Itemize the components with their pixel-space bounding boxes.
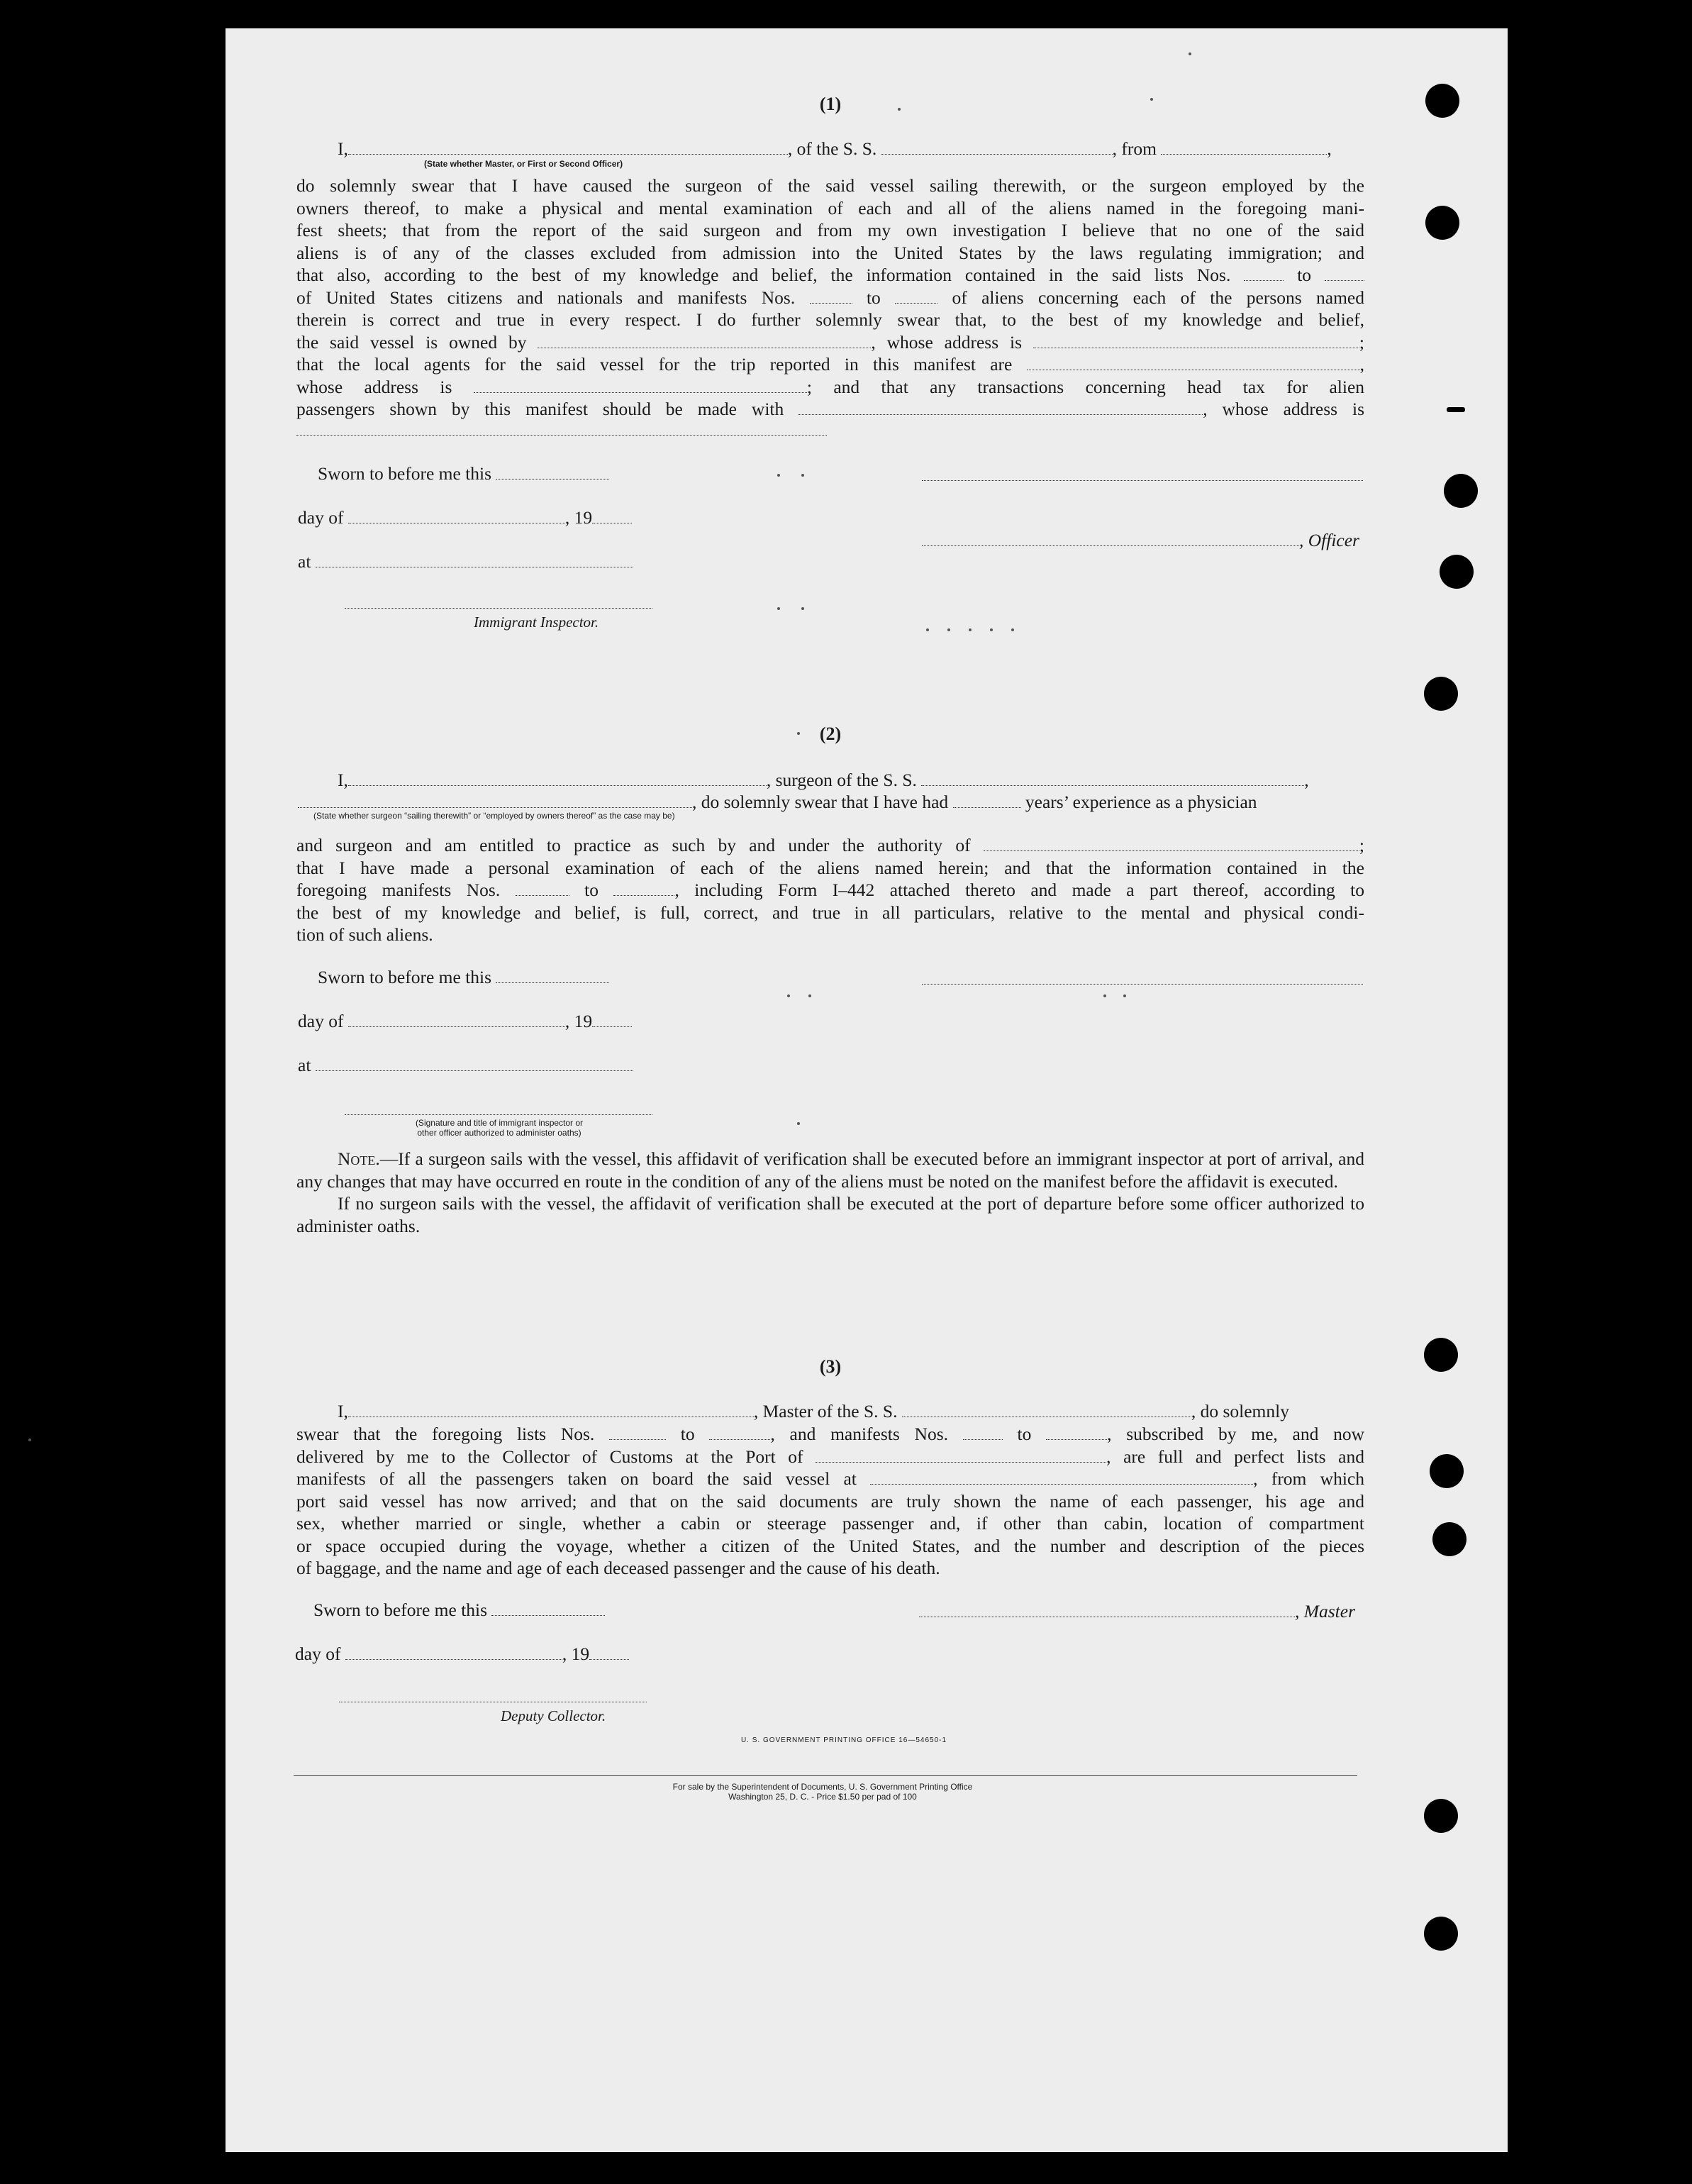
rank-field[interactable] (348, 140, 788, 155)
body-line: aliens is of any of the classes excluded from admission into the United States by the laws regulating immigration; and (296, 242, 1364, 263)
body-line: owners thereof, to make a physical and mental examination of each and all of the aliens named in the foregoing mani- (296, 197, 1364, 218)
day-of-line: day of , 19 (295, 1643, 629, 1665)
speck (28, 1439, 31, 1441)
section-3-body (296, 1423, 1364, 1580)
body-line: that also, according to the best of my knowledge and belief, the information contained in the said lists Nos. to (296, 264, 1364, 287)
surgeon-status-caption: (State whether surgeon “sailing therewith” or “employed by owners thereof” as the case may be) (313, 811, 675, 821)
speck (1189, 52, 1191, 55)
section-2-line-2: , do solemnly swear that I have had years’ experience as a physician (298, 791, 1257, 813)
body-line: fest sheets; that from the report of the said surgeon and from my own investigation I believe that no one of the said (296, 220, 1364, 240)
body-line: or space occupied during the voyage, whether a citizen of the United States, and the number and description of the pieces (296, 1535, 1364, 1556)
list-no-to-field[interactable] (1325, 266, 1364, 281)
place-field[interactable] (316, 553, 633, 567)
master-signature-field[interactable] (919, 1602, 1295, 1617)
body-line: do solemnly swear that I have caused the surgeon of the said vessel sailing therewith, or the surgeon employed by the (296, 175, 1364, 196)
month-field[interactable] (348, 1012, 565, 1027)
sale-notice: For sale by the Superintendent of Documents, U. S. Government Printing Office Washington 25, D. C. - Price $1.50 per pad of 100 (672, 1782, 973, 1802)
from-port-field[interactable] (1161, 140, 1327, 155)
embarkation-port-field[interactable] (870, 1470, 1253, 1485)
year-field[interactable] (592, 1012, 632, 1027)
manifest-no-to-field[interactable] (1046, 1425, 1107, 1440)
note-label: Note. (338, 1148, 380, 1169)
punch-hole (1444, 474, 1478, 508)
month-field[interactable] (345, 1645, 562, 1660)
body-line: tion of such aliens. (296, 924, 433, 945)
sworn-day-field[interactable] (496, 968, 609, 983)
speck (1123, 994, 1126, 997)
section-2-line-1: I, , surgeon of the S. S. , (338, 770, 1309, 790)
year-field[interactable] (592, 509, 632, 523)
deputy-signature-line[interactable] (339, 1701, 647, 1702)
speck (1103, 994, 1106, 997)
punch-hole (1424, 1917, 1458, 1951)
signature-caption: (Signature and title of immigrant inspector or other officer authorized to administer oaths) (415, 1118, 584, 1138)
body-line: foregoing manifests Nos. to , including Form I–442 attached thereto and made a part thereof, according to (296, 880, 1364, 900)
punch-hole (1440, 555, 1474, 589)
surgeon-status-field[interactable] (298, 793, 692, 808)
month-field[interactable] (348, 509, 565, 523)
agents-address-field[interactable] (474, 378, 807, 393)
note-paragraph: Note.—If a surgeon sails with the vessel, this affidavit of verification shall be executed before an immigrant inspector at port of arrival, and any changes that may have occurred en route in the condition of any of the aliens must be noted on the manifest before the affidavit is executed. (296, 1148, 1364, 1192)
body-line: passengers shown by this manifest should be made with , whose address is (296, 399, 1365, 419)
rank-caption: (State whether Master, or First or Second Officer) (424, 159, 623, 169)
body-line: delivered by me to the Collector of Customs at the Port of , are full and perfect lists and (296, 1446, 1364, 1467)
head-tax-party-field[interactable] (798, 400, 1203, 415)
section-1-heading: (1) (819, 94, 842, 114)
section-3-heading: (3) (819, 1356, 842, 1377)
day-of-line: day of , 19 (298, 506, 632, 528)
speck (801, 607, 804, 610)
body-line: port said vessel has now arrived; and that on the said documents are truly shown the name of each passenger, his age and (296, 1490, 1364, 1512)
punch-hole (1425, 84, 1459, 118)
officer-signature-field[interactable] (922, 531, 1299, 546)
manifest-no-to-field[interactable] (613, 881, 674, 896)
vessel-name-field[interactable] (902, 1402, 1191, 1417)
list-no-to-field[interactable] (709, 1425, 770, 1440)
body-line: the best of my knowledge and belief, is full, correct, and true in all particulars, relative to the mental and physical condi- (296, 902, 1364, 923)
speck (1011, 628, 1014, 631)
speck (808, 994, 811, 997)
manifest-no-to-field[interactable] (895, 289, 937, 304)
speck (926, 628, 929, 631)
head-tax-address-field[interactable] (296, 421, 827, 436)
local-agents-field[interactable] (1027, 355, 1360, 370)
sworn-line: Sworn to before me this (313, 1599, 605, 1621)
body-line: sex, whether married or single, whether a cabin or steerage passenger and, if other than cabin, location of compartment (296, 1513, 1364, 1534)
port-field[interactable] (816, 1448, 1106, 1463)
section-1-line-1: I, , of the S. S. , from , (338, 138, 1332, 159)
manifest-no-from-field[interactable] (963, 1425, 1003, 1440)
years-field[interactable] (953, 793, 1021, 808)
punch-hole (1424, 1799, 1458, 1833)
list-no-from-field[interactable] (1244, 266, 1284, 281)
sworn-line: Sworn to before me this (318, 966, 609, 988)
punch-hole (1432, 1522, 1466, 1556)
speck (990, 628, 993, 631)
section-2-heading: (2) (819, 724, 842, 744)
vessel-name-field[interactable] (921, 771, 1304, 786)
master-name-field[interactable] (348, 1402, 754, 1417)
owner-field[interactable] (538, 333, 871, 348)
body-line: therein is correct and true in every respect. I do further solemnly swear that, to the best of my knowledge and belief, (296, 309, 1364, 330)
punch-hole (1424, 1338, 1458, 1372)
sworn-day-field[interactable] (496, 465, 609, 480)
inspector-signature-line[interactable] (345, 607, 652, 609)
punch-hole (1424, 677, 1458, 711)
list-no-from-field[interactable] (609, 1425, 666, 1440)
section-2-body (296, 834, 1364, 946)
year-field[interactable] (589, 1645, 629, 1660)
body-line: whose address is ; and that any transactions concerning head tax for alien (296, 376, 1365, 397)
signature-line[interactable] (922, 480, 1363, 481)
surgeon-name-field[interactable] (348, 771, 767, 786)
speck (969, 628, 972, 631)
body-line: manifests of all the passengers taken on board the said vessel at , from which (296, 1468, 1364, 1489)
punch-hole (1425, 206, 1459, 240)
manifest-no-from-field[interactable] (810, 289, 852, 304)
manifest-no-from-field[interactable] (516, 881, 569, 896)
punch-hole (1430, 1454, 1464, 1488)
body-line: and surgeon and am entitled to practice as such by and under the authority of ; (296, 835, 1365, 855)
section-3-line-1: I, , Master of the S. S. , do solemnly (338, 1401, 1289, 1421)
sworn-day-field[interactable] (491, 1601, 605, 1616)
signature-line[interactable] (922, 983, 1363, 985)
edge-mark (1447, 407, 1465, 412)
at-line: at (298, 550, 633, 572)
note-paragraph: If no surgeon sails with the vessel, the affidavit of verification shall be executed at the port of departure before some officer authorized to administer oaths. (296, 1193, 1364, 1236)
body-line: that I have made a personal examination of each of the aliens named herein; and that the information contained in the (296, 857, 1364, 878)
authority-field[interactable] (984, 836, 1359, 851)
place-field[interactable] (316, 1056, 633, 1071)
inspector-caption: Immigrant Inspector. (474, 614, 599, 631)
deputy-caption: Deputy Collector. (501, 1707, 606, 1724)
body-line: swear that the foregoing lists Nos. to , and manifests Nos. to , subscribed by me, and now (296, 1424, 1365, 1444)
speck (777, 607, 780, 610)
speck (787, 994, 790, 997)
body-line: that the local agents for the said vessel for the trip reported in this manifest are , (296, 354, 1365, 375)
speck (947, 628, 950, 631)
speck (777, 474, 780, 477)
sworn-line: Sworn to before me this (318, 462, 609, 484)
section-1-body (296, 174, 1364, 436)
speck (801, 474, 804, 477)
officer-line: , Officer (922, 529, 1359, 551)
inspector-signature-line[interactable] (345, 1114, 652, 1115)
body-line: of United States citizens and nationals and manifests Nos. to of aliens concerning each of the persons named (296, 287, 1364, 308)
at-line: at (298, 1054, 633, 1076)
footer-rule (294, 1775, 1357, 1776)
vessel-name-field[interactable] (881, 140, 1113, 155)
speck (797, 1122, 800, 1125)
day-of-line: day of , 19 (298, 1010, 632, 1032)
body-line: the said vessel is owned by , whose address is ; (296, 331, 1365, 353)
owner-address-field[interactable] (1033, 333, 1359, 348)
gpo-imprint: U. S. GOVERNMENT PRINTING OFFICE 16—54650-1 (740, 1736, 947, 1744)
body-line: of baggage, and the name and age of each deceased passenger and the cause of his death. (296, 1558, 940, 1578)
note-block (296, 1148, 1364, 1237)
master-signature-line: , Master (919, 1600, 1355, 1622)
